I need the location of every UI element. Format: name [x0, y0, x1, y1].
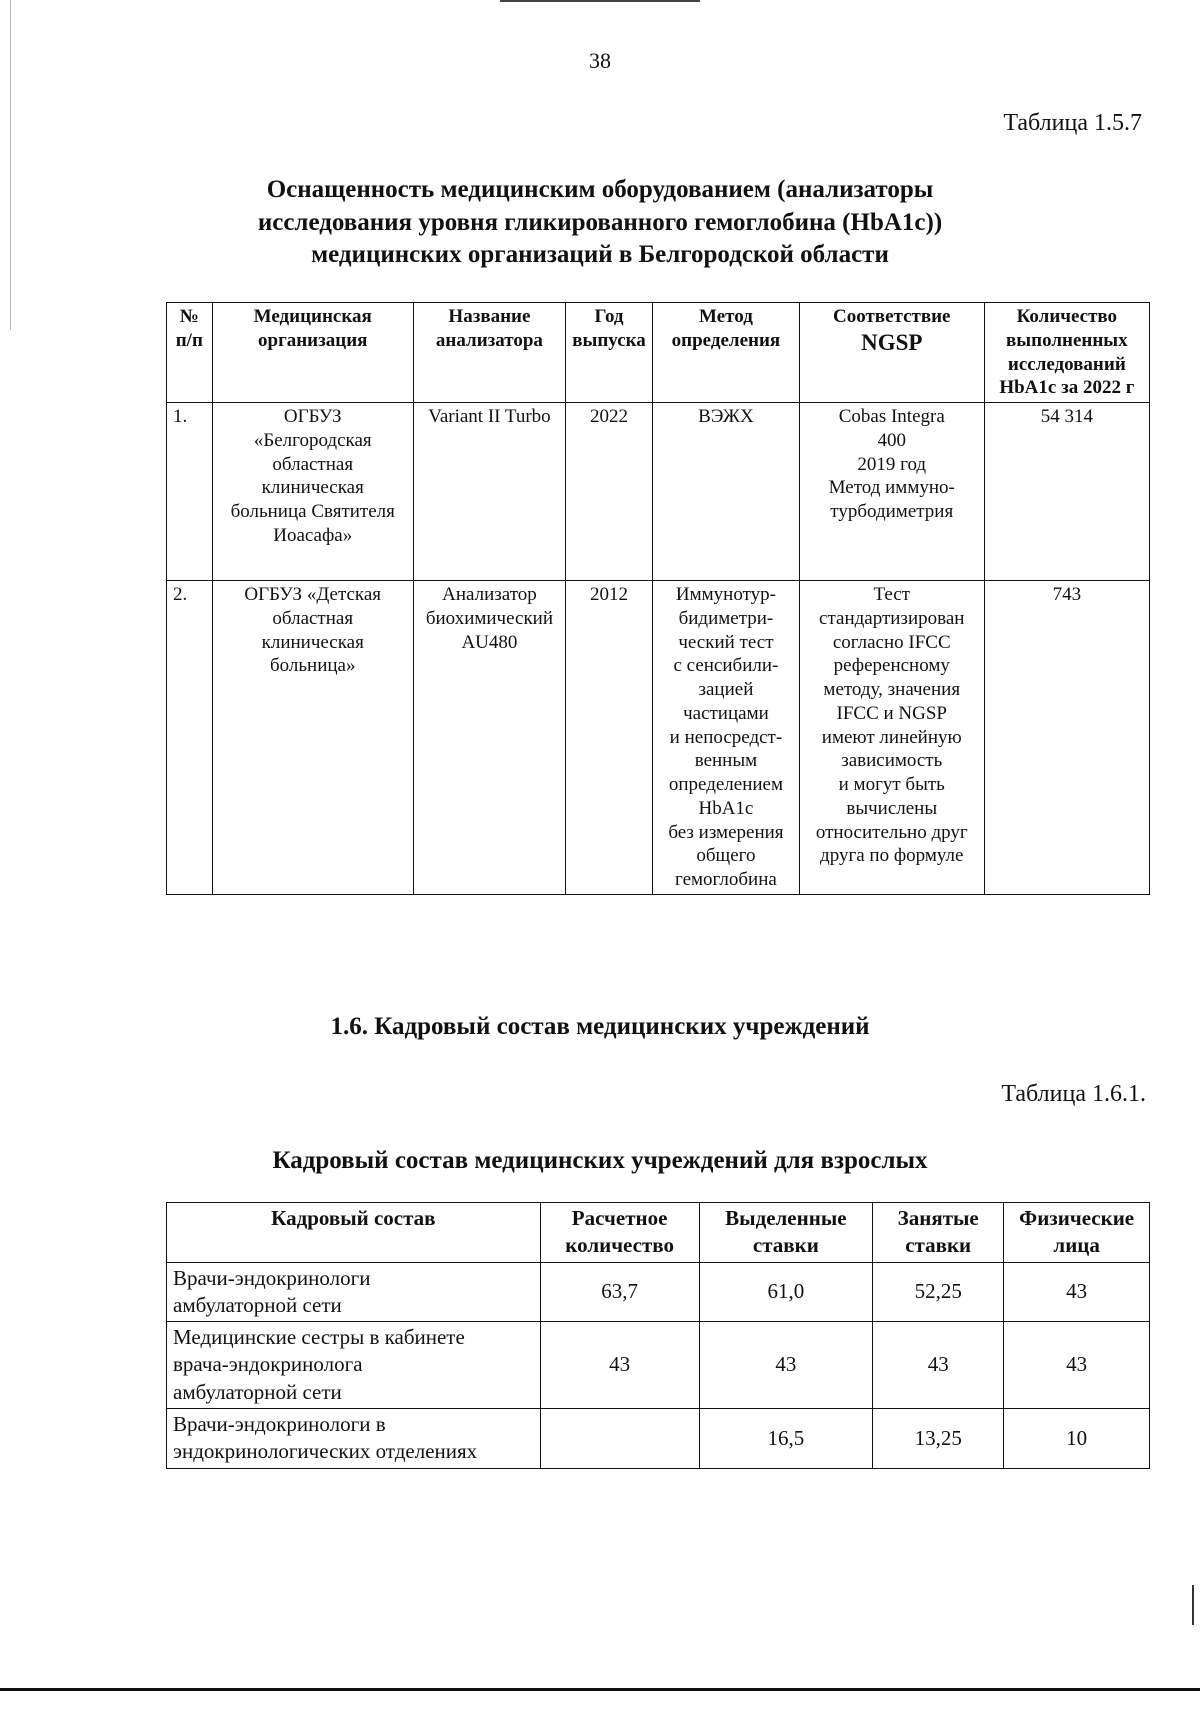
cell-line: Врачи-эндокринологи в — [173, 1412, 386, 1437]
cell-line: зависимость — [841, 750, 943, 772]
occupied-cell: 13,25 — [873, 1409, 1004, 1469]
scan-bottom-edge — [0, 1688, 1200, 1691]
scan-right-mark — [1192, 1585, 1194, 1625]
persons-cell: 43 — [1004, 1322, 1150, 1409]
analyzer-cell — [413, 581, 565, 895]
cell-line: больница Святителя — [230, 501, 395, 522]
persons-cell: 10 — [1004, 1409, 1150, 1469]
header-calc: Расчетное количество — [540, 1203, 699, 1263]
cell-line: общего — [696, 845, 756, 867]
header-num: № п/п — [167, 303, 213, 403]
header-org: Медицинская организация — [212, 303, 413, 403]
ngsp-cell — [799, 403, 984, 581]
cell-line: бидиметри- — [678, 607, 774, 629]
cell-line: 2019 год — [857, 453, 927, 475]
cell-line: Иммунотур- — [675, 584, 776, 605]
cell-line: 400 — [877, 429, 906, 451]
cell-line: с сенсибили- — [673, 655, 779, 677]
calc-cell — [540, 1409, 699, 1469]
cell-line: зацией — [698, 679, 754, 700]
header-staff: Кадровый состав — [167, 1203, 541, 1263]
cell-line: Variant II Turbo — [428, 406, 551, 427]
cell-line: гемоглобина — [675, 869, 777, 890]
page-number: 38 — [589, 48, 611, 73]
header-year: Год выпуска — [566, 303, 653, 403]
method-cell — [653, 581, 800, 895]
cell-line: областная — [272, 607, 354, 629]
row-num-cell: 2. — [167, 581, 213, 895]
year-cell: 2012 — [566, 581, 653, 895]
year-cell: 2022 — [566, 403, 653, 581]
cell-line: и могут быть — [838, 774, 945, 795]
table-caption: Таблица 1.5.7 — [1003, 110, 1142, 136]
cell-line: ВЭЖХ — [698, 406, 754, 427]
count-cell: 743 — [984, 581, 1149, 895]
cell-line: эндокринологических отделениях — [173, 1439, 478, 1464]
occupied-cell: 43 — [873, 1322, 1004, 1409]
analyzer-cell — [413, 403, 565, 581]
ngsp-cell — [799, 581, 984, 895]
org-cell — [212, 581, 413, 895]
header-occupied: Занятые ставки — [873, 1203, 1004, 1263]
cell-line: ОГБУЗ — [283, 406, 342, 427]
cell-line: методу, значения — [823, 679, 961, 700]
alloc-cell: 43 — [699, 1322, 872, 1409]
cell-line: турбодиметрия — [830, 501, 954, 522]
calc-cell: 43 — [540, 1322, 699, 1409]
title-line: медицинских организаций в Белгородской области — [311, 241, 889, 268]
cell-line: венным — [694, 750, 758, 772]
calc-cell: 63,7 — [540, 1262, 699, 1322]
cell-line: Тест — [873, 584, 911, 605]
cell-line: AU480 — [461, 631, 518, 653]
cell-line: ОГБУЗ «Детская — [244, 584, 382, 605]
table-row — [167, 1409, 1150, 1469]
cell-line: частицами — [683, 702, 769, 724]
header-persons: Физические лица — [1004, 1203, 1150, 1263]
staff-name-cell — [167, 1322, 541, 1409]
cell-line: клиническая — [261, 631, 364, 653]
cell-line: амбулаторной сети — [173, 1292, 342, 1317]
cell-line: больница» — [269, 655, 356, 677]
cell-line: имеют линейную — [821, 726, 962, 748]
header-analyzer: Название анализатора — [413, 303, 565, 403]
count-cell: 54 314 — [984, 403, 1149, 581]
method-cell — [653, 403, 800, 581]
header-alloc: Выделенные ставки — [699, 1203, 872, 1263]
cell-line: вычислены — [846, 797, 938, 819]
table-header-row — [167, 1203, 1150, 1263]
row-num-cell: 1. — [167, 403, 213, 581]
cell-line: «Белгородская — [253, 429, 372, 451]
table-header-row — [167, 303, 1150, 403]
cell-line: Медицинские сестры в кабинете — [173, 1325, 465, 1350]
scan-top-edge — [500, 0, 700, 2]
table-row — [167, 1262, 1150, 1322]
cell-line: областная — [272, 453, 354, 475]
cell-line: клиническая — [261, 477, 364, 499]
cell-line: HbA1c — [698, 797, 754, 819]
cell-line: без измерения — [668, 821, 784, 843]
table-row — [167, 581, 1150, 895]
table-title — [150, 174, 1050, 272]
staff-name-cell — [167, 1409, 541, 1469]
cell-line: определением — [668, 774, 784, 795]
cell-line: биохимический — [425, 607, 554, 629]
cell-line: друга по формуле — [820, 845, 964, 867]
cell-line: и непосредст- — [669, 726, 783, 748]
cell-line: ческий тест — [678, 631, 774, 653]
alloc-cell: 16,5 — [699, 1409, 872, 1469]
cell-line: амбулаторной сети — [173, 1379, 342, 1404]
cell-line: Метод иммуно- — [828, 477, 955, 499]
org-cell — [212, 403, 413, 581]
cell-line: согласно IFCC — [832, 631, 951, 653]
cell-line: стандартизирован — [819, 607, 965, 629]
cell-line: IFCC и NGSP — [836, 702, 947, 724]
header-count: Количество выполненных исследований HbA1c за 2022 г — [984, 303, 1149, 403]
staff-name-cell — [167, 1262, 541, 1322]
title-line: Оснащенность медицинским оборудованием (анализаторы — [266, 176, 934, 203]
cell-line: Иоасафа» — [273, 524, 353, 546]
section-heading: 1.6. Кадровый состав медицинских учреждений — [330, 1013, 870, 1040]
cell-line: относительно друг — [815, 821, 968, 843]
table-row — [167, 1322, 1150, 1409]
staff-table — [166, 1202, 1150, 1469]
cell-line: референсному — [833, 655, 950, 677]
cell-line: Анализатор — [442, 584, 537, 605]
table-title: Кадровый состав медицинских учреждений для взрослых — [272, 1147, 928, 1174]
alloc-cell: 61,0 — [699, 1262, 872, 1322]
table-caption: Таблица 1.6.1. — [1001, 1081, 1146, 1107]
equipment-table — [166, 302, 1150, 895]
title-line: исследования уровня гликированного гемоглобина (HbA1c)) — [257, 208, 943, 236]
header-ngsp: Соответствие NGSP — [799, 303, 984, 403]
table-row — [167, 403, 1150, 581]
cell-line: врача-эндокринолога — [173, 1352, 363, 1377]
occupied-cell: 52,25 — [873, 1262, 1004, 1322]
persons-cell: 43 — [1004, 1262, 1150, 1322]
header-method: Метод определения — [653, 303, 800, 403]
cell-line: Врачи-эндокринологи — [173, 1265, 371, 1290]
cell-line: Cobas Integra — [838, 406, 945, 427]
